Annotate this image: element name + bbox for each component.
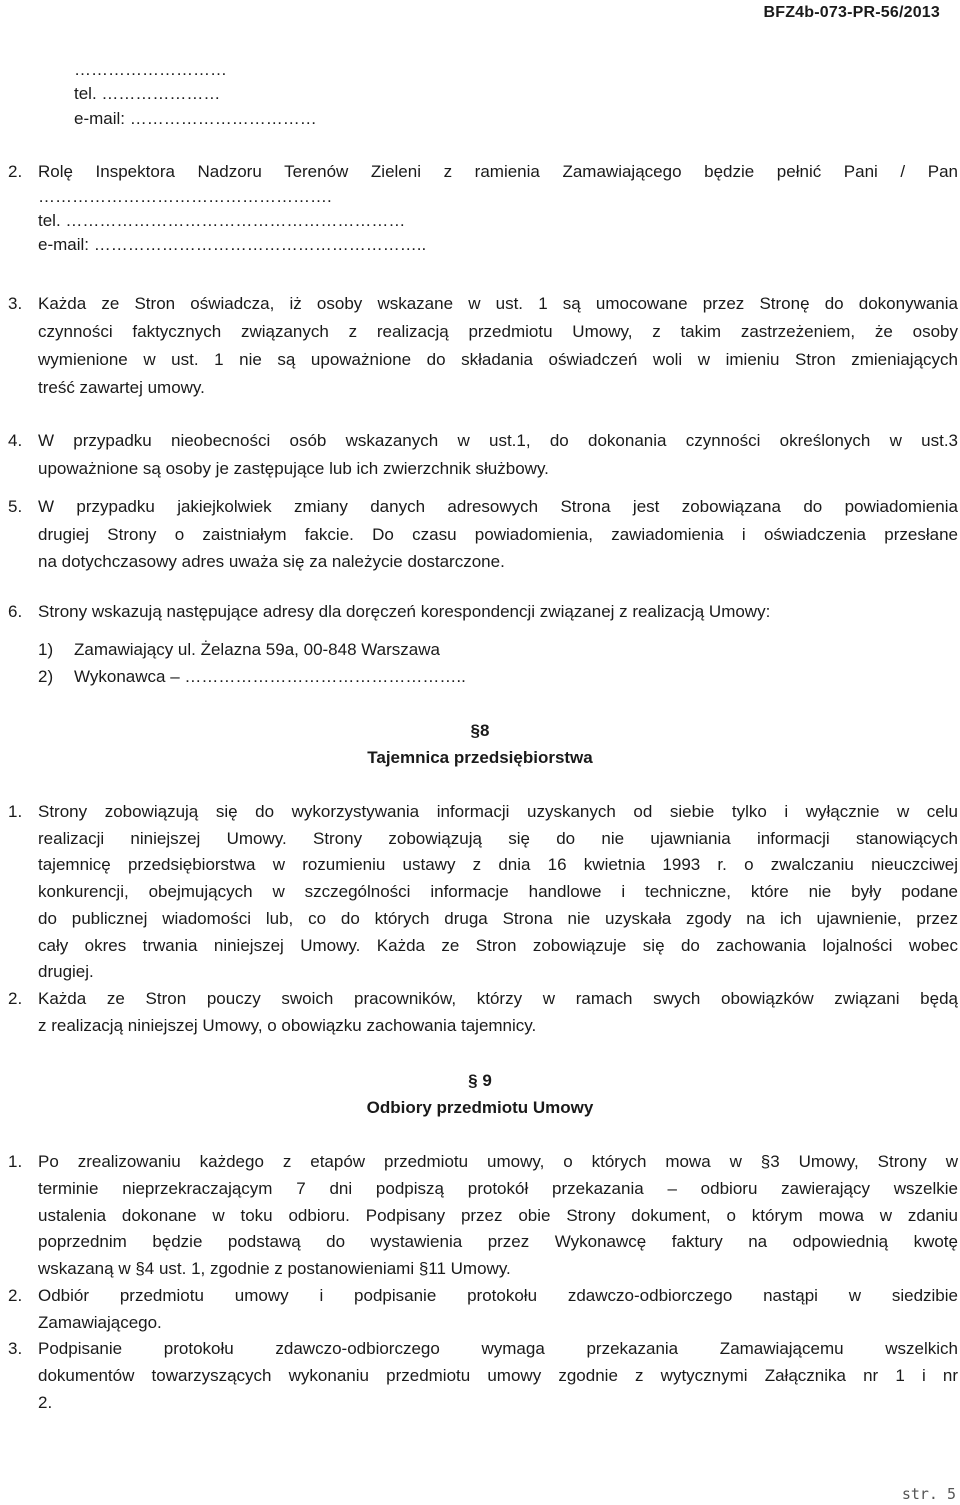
p5-line-2: drugiej Strony o zaistniałym fakcie. Do czasu powiadomienia, zawiadomienia i oświadczenia przesłane xyxy=(38,525,958,544)
p4-line-2: upoważnione są osoby je zastępujące lub ich zwierzchnik służbowy. xyxy=(38,459,549,478)
s9-p1-line-1: Po zrealizowaniu każdego z etapów przedmiotu umowy, o których mowa w §3 Umowy, Strony w xyxy=(38,1152,958,1171)
s8-p1-number: 1. xyxy=(8,802,23,821)
p2-number: 2. xyxy=(8,162,23,181)
s8-p1-line-7: drugiej. xyxy=(38,962,94,981)
s9-p1-line-3: ustalenia dokonane w toku odbioru. Podpisany przez obie Strony dokument, o którym mowa w zdaniu xyxy=(38,1206,958,1225)
p3-line-1: Każda ze Stron oświadcza, iż osoby wskazane w ust. 1 są umocowane przez Stronę do dokonywania xyxy=(38,294,958,313)
s8-p1-line-4: konkurencji, obejmujących w szczególności informacje handlowe i techniczne, które nie były podane xyxy=(38,882,958,901)
s9-p3-number: 3. xyxy=(8,1339,23,1358)
p2-line-1: Rolę Inspektora Nadzoru Terenów Zieleni z ramienia Zamawiającego będzie pełnić Pani / Pan xyxy=(38,162,958,181)
contact-tel: tel. ………………… xyxy=(74,84,221,103)
p5-number: 5. xyxy=(8,497,23,516)
s9-p2-number: 2. xyxy=(8,1286,23,1305)
section-9-number: § 9 xyxy=(468,1071,492,1090)
s9-p1-line-2: terminie nieprzekraczającym 7 dni podpiszą protokół przekazania – odbioru zawierający wszelkie xyxy=(38,1179,958,1198)
s9-p1-line-5: wskazaną w §4 ust. 1, zgodnie z postanowieniami §11 Umowy. xyxy=(38,1259,511,1278)
document-reference: BFZ4b-073-PR-56/2013 xyxy=(763,4,940,21)
p3-line-2: czynności faktycznych związanych z realizacją przedmiotu Umowy, z takim zastrzeżeniem, że osoby xyxy=(38,322,958,341)
section-8-number: §8 xyxy=(470,721,490,740)
s9-p1-line-4: poprzednim będzie podstawą do wystawienia przez Wykonawcę faktury na odpowiednią kwotę xyxy=(38,1232,958,1251)
s8-p1-line-1: Strony zobowiązują się do wykorzystywania informacji uzyskanych od siebie tylko i wyłącznie w celu xyxy=(38,802,958,821)
section-9-title: Odbiory przedmiotu Umowy xyxy=(366,1098,594,1117)
s8-p2-line-1: Każda ze Stron pouczy swoich pracowników, którzy w ramach swych obowiązków związani będą xyxy=(38,989,958,1008)
contact-dots: ……………………… xyxy=(74,60,227,79)
s8-p1-line-5: do publicznej wiadomości lub, co do których druga Strona nie uzyskała zgody na ich ujawnienie, przez xyxy=(38,909,958,928)
p5-line-3: na dotychczasowy adres uważa się za należycie dostarczone. xyxy=(38,552,505,571)
s8-p1-line-6: cały okres trwania niniejszej Umowy. Każda ze Stron zobowiązuje się do zachowania lojalności wobec xyxy=(38,936,958,955)
section-8-title: Tajemnica przedsiębiorstwa xyxy=(367,748,593,767)
p6-line-1: Strony wskazują następujące adresy dla doręczeń korespondencji związanej z realizacją Umowy: xyxy=(38,602,771,621)
s9-p2-line-2: Zamawiającego. xyxy=(38,1313,162,1332)
p3-line-3: wymienione w ust. 1 nie są upoważnione do składania oświadczeń woli w imieniu Stron zmieniających xyxy=(38,350,958,369)
p3-line-4: treść zawartej umowy. xyxy=(38,378,205,397)
p6-item-1-number: 1) xyxy=(38,640,54,659)
s8-p2-number: 2. xyxy=(8,989,23,1008)
s8-p1-line-2: realizacji niniejszej Umowy. Strony zobowiązują się do nie ujawniania informacji stanowiących xyxy=(38,829,958,848)
p2-line-2: ……………………………………………. xyxy=(38,187,332,206)
s8-p2-line-2: z realizacją niniejszej Umowy, o obowiązku zachowania tajemnicy. xyxy=(38,1016,537,1035)
p3-number: 3. xyxy=(8,294,23,313)
page-number: str. 5 xyxy=(901,1485,956,1503)
p2-tel: tel. …………………………………………………… xyxy=(38,211,406,230)
p6-item-2-text: Wykonawca – ………………………………………….. xyxy=(74,667,466,686)
s9-p3-line-3: 2. xyxy=(38,1393,53,1412)
p4-line-1: W przypadku nieobecności osób wskazanych w ust.1, do dokonania czynności określonych w ust.3 xyxy=(38,431,958,450)
s9-p3-line-1: Podpisanie protokołu zdawczo-odbiorczego wymaga przekazania Zamawiającemu wszelkich xyxy=(38,1339,958,1358)
p2-email: e-mail: ………………………………………………….. xyxy=(38,235,427,254)
s8-p1-line-3: tajemnicę przedsiębiorstwa w rozumieniu ustawy z dnia 16 kwietnia 1993 r. o zwalczaniu nieuczciwej xyxy=(38,855,958,874)
p6-item-2-number: 2) xyxy=(38,667,54,686)
p6-number: 6. xyxy=(8,602,23,621)
s9-p1-number: 1. xyxy=(8,1152,23,1171)
contact-email: e-mail: …………………………… xyxy=(74,109,317,128)
p4-number: 4. xyxy=(8,431,23,450)
s9-p3-line-2: dokumentów towarzyszących wykonaniu przedmiotu umowy zgodnie z wytycznymi Załącznika nr 1 i nr xyxy=(38,1366,958,1385)
p5-line-1: W przypadku jakiejkolwiek zmiany danych adresowych Strona jest zobowiązana do powiadomienia xyxy=(38,497,958,516)
p6-item-1-text: Zamawiający ul. Żelazna 59a, 00-848 Warszawa xyxy=(74,640,440,659)
s9-p2-line-1: Odbiór przedmiotu umowy i podpisanie protokołu zdawczo-odbiorczego nastąpi w siedzibie xyxy=(38,1286,958,1305)
